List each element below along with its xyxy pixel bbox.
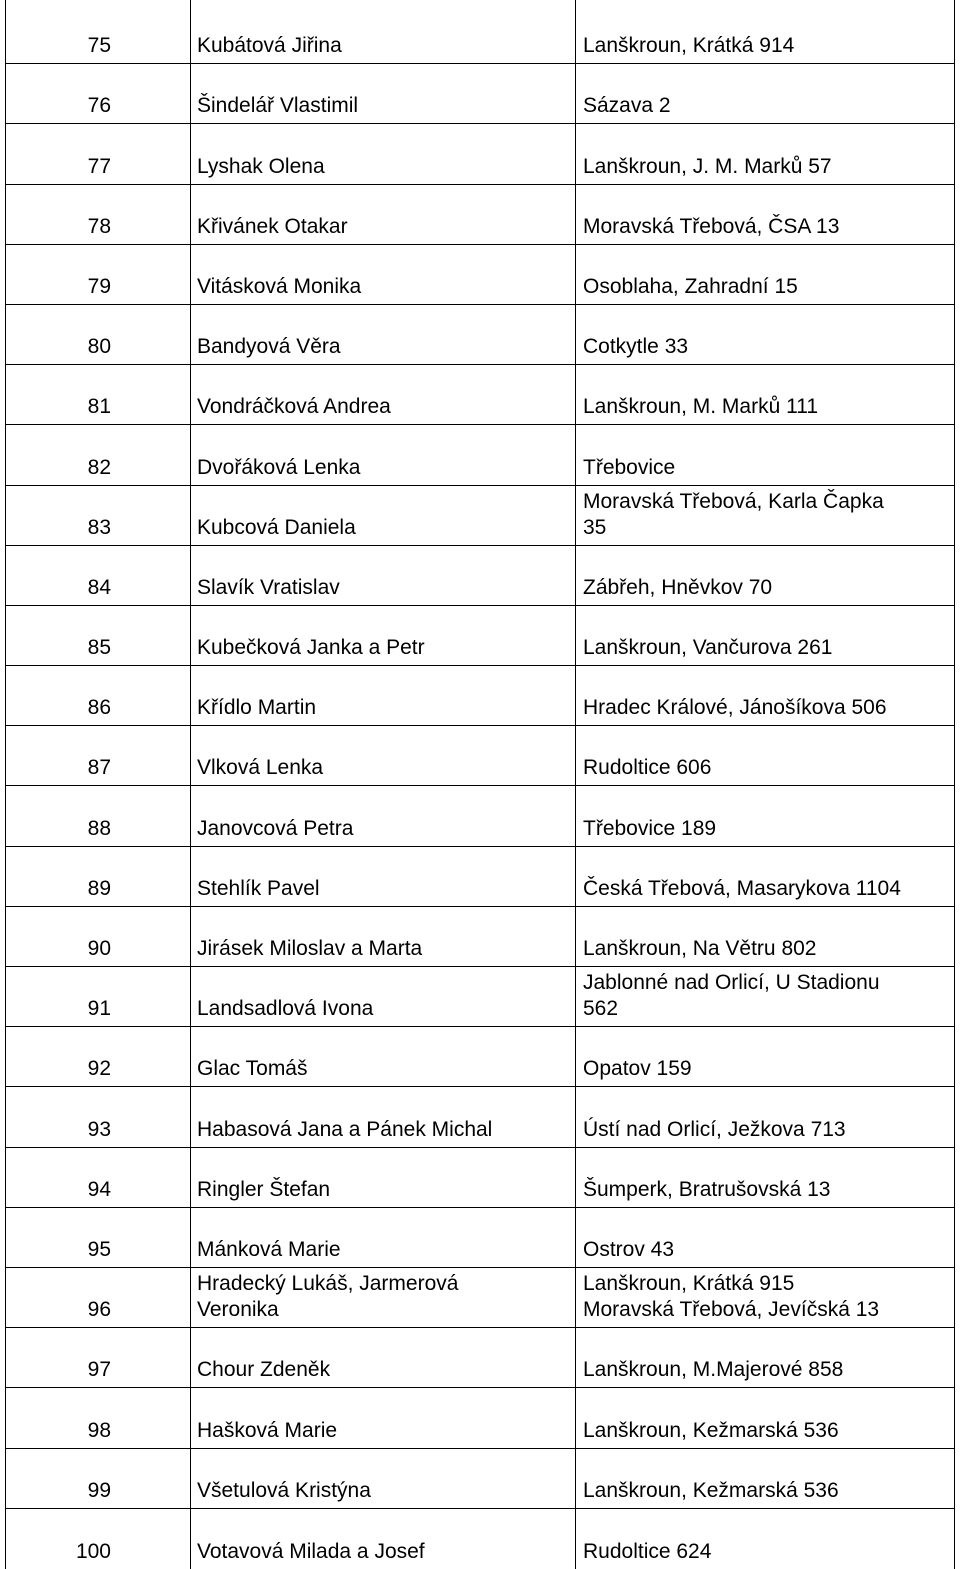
person-address-line: Cotkytle 33 <box>583 335 689 359</box>
table-row <box>5 1509 955 1569</box>
table-row <box>5 1328 955 1388</box>
person-name <box>197 936 422 962</box>
person-address-line: Šumperk, Bratrušovská 13 <box>583 1177 831 1201</box>
person-name <box>197 876 320 902</box>
table-row <box>5 425 955 485</box>
table-row <box>5 1087 955 1147</box>
person-name <box>197 1237 341 1263</box>
person-address-line: Lanškroun, Vančurova 261 <box>583 636 833 660</box>
row-number: 92 <box>87 1057 111 1081</box>
table-row <box>5 64 955 124</box>
person-name-line: Křídlo Martin <box>197 696 317 720</box>
person-address <box>583 876 901 902</box>
person-name-line: Chour Zdeněk <box>197 1358 331 1382</box>
person-name-line: Jirásek Miloslav a Marta <box>197 937 423 960</box>
person-name <box>197 1177 330 1203</box>
person-name-line: Glac Tomáš <box>197 1057 308 1081</box>
table-row <box>5 1027 955 1087</box>
person-name <box>197 635 425 661</box>
person-name-line: Kubcová Daniela <box>197 515 356 539</box>
table-row <box>5 967 955 1027</box>
person-address <box>583 575 772 601</box>
table-row <box>5 726 955 786</box>
person-name <box>197 695 316 721</box>
person-name <box>197 274 361 300</box>
table-row <box>5 486 955 546</box>
row-number: 85 <box>87 636 111 660</box>
row-number: 75 <box>87 34 111 58</box>
person-address-line: Sázava 2 <box>583 94 671 118</box>
person-address <box>583 1357 843 1383</box>
person-name-line: Mánková Marie <box>197 1237 341 1261</box>
table-row <box>5 1449 955 1509</box>
person-address <box>583 816 716 842</box>
person-name-line: Šindelář Vlastimil <box>197 94 359 118</box>
table-row <box>5 1208 955 1268</box>
person-name-line: Habasová Jana a Pánek Michal <box>197 1117 493 1141</box>
table-row <box>5 1268 955 1328</box>
person-name <box>197 93 358 119</box>
person-address-line: Lanškroun, J. M. Marků 57 <box>583 154 832 178</box>
person-name-line: Kubátová Jiřina <box>197 34 342 58</box>
row-number: 91 <box>87 997 111 1021</box>
table-row <box>5 546 955 606</box>
table-row <box>5 185 955 245</box>
person-address <box>583 33 794 59</box>
table-row <box>5 666 955 726</box>
person-address-line: Osoblaha, Zahradní 15 <box>583 274 798 298</box>
person-name-line: Janovcová Petra <box>197 816 354 840</box>
table-row <box>5 606 955 666</box>
person-name <box>197 394 391 420</box>
person-address-line: Moravská Třebová, Karla Čapka <box>583 489 884 513</box>
person-address-line: Lanškroun, M. Marků 111 <box>583 395 818 419</box>
person-address-line: Lanškroun, Kežmarská 536 <box>583 1418 839 1442</box>
row-number: 77 <box>87 154 111 178</box>
person-address <box>583 334 688 360</box>
person-address <box>583 1418 839 1444</box>
person-name <box>197 154 325 180</box>
person-name <box>197 1357 330 1383</box>
person-address-line: Jablonné nad Orlicí, U Stadionu <box>583 971 880 995</box>
table-row <box>5 305 955 365</box>
person-name <box>197 334 341 360</box>
person-address-line: 35 <box>583 515 607 539</box>
person-name-line: Bandyová Věra <box>197 335 341 359</box>
person-name-line: Hašková Marie <box>197 1418 338 1442</box>
row-number: 88 <box>87 816 111 840</box>
person-name <box>197 996 373 1022</box>
person-name-line: Hradecký Lukáš, Jarmerová <box>197 1272 459 1296</box>
person-name-line: Dvořáková Lenka <box>197 455 361 479</box>
row-number: 78 <box>87 214 111 238</box>
person-address <box>583 93 671 119</box>
row-number: 76 <box>87 94 111 118</box>
person-name <box>197 33 342 59</box>
person-address-line: Ostrov 43 <box>583 1237 675 1261</box>
person-address <box>583 394 818 420</box>
person-address-line: Třebovice 189 <box>583 816 717 840</box>
row-number: 95 <box>87 1237 111 1261</box>
person-name <box>197 214 348 240</box>
row-number: 96 <box>87 1298 111 1322</box>
person-name-line: Stehlík Pavel <box>197 876 320 900</box>
person-name <box>197 1418 337 1444</box>
table-row <box>5 847 955 907</box>
person-address-line: Opatov 159 <box>583 1057 692 1081</box>
person-address <box>583 1539 711 1565</box>
row-number: 87 <box>87 756 111 780</box>
person-name-line: Kubečková Janka a Petr <box>197 636 425 660</box>
table-row <box>5 124 955 184</box>
person-address <box>583 455 675 481</box>
row-number: 82 <box>87 455 111 479</box>
person-address <box>583 1478 839 1504</box>
person-address-line: Lanškroun, Krátká 915 <box>583 1272 795 1296</box>
row-number: 79 <box>87 274 111 298</box>
participants-table <box>5 4 955 1569</box>
row-number: 89 <box>87 876 111 900</box>
person-name-line: Ringler Štefan <box>197 1177 331 1201</box>
row-number: 86 <box>87 696 111 720</box>
table-row <box>5 1148 955 1208</box>
person-name <box>197 515 356 541</box>
table-row <box>5 786 955 846</box>
row-number: 83 <box>87 515 111 539</box>
table-row <box>5 907 955 967</box>
person-address-line: Rudoltice 624 <box>583 1539 712 1563</box>
row-number: 90 <box>87 937 111 960</box>
person-name-line: Veronika <box>197 1298 279 1322</box>
person-address <box>583 214 839 240</box>
person-name-line: Křivánek Otakar <box>197 214 348 238</box>
table-row <box>5 1388 955 1448</box>
person-name <box>197 755 323 781</box>
person-address-line: Zábřeh, Hněvkov 70 <box>583 575 773 599</box>
person-address <box>583 695 887 721</box>
person-name-line: Vondráčková Andrea <box>197 395 391 419</box>
person-address <box>583 154 832 180</box>
person-name-line: Votavová Milada a Josef <box>197 1539 425 1563</box>
person-name <box>197 1056 308 1082</box>
row-number: 81 <box>87 395 111 419</box>
row-number: 99 <box>87 1478 111 1502</box>
person-address-line: 562 <box>583 997 619 1021</box>
person-name <box>197 1271 458 1323</box>
person-address <box>583 755 711 781</box>
person-address <box>583 1117 846 1143</box>
person-name-line: Slavík Vratislav <box>197 575 340 599</box>
person-address <box>583 970 880 1022</box>
person-address-line: Lanškroun, Na Větru 802 <box>583 937 817 960</box>
person-address-line: Moravská Třebová, Jevíčská 13 <box>583 1298 880 1322</box>
person-address <box>583 1056 692 1082</box>
person-name <box>197 455 360 481</box>
person-name <box>197 816 353 842</box>
person-name <box>197 1539 425 1565</box>
person-address-line: Rudoltice 606 <box>583 756 712 780</box>
person-address <box>583 489 884 541</box>
row-number: 98 <box>87 1418 111 1442</box>
person-address <box>583 635 832 661</box>
table-row <box>5 365 955 425</box>
person-name-line: Vitásková Monika <box>197 274 362 298</box>
person-name-line: Všetulová Kristýna <box>197 1478 371 1502</box>
person-address-line: Česká Třebová, Masarykova 1104 <box>583 876 901 900</box>
table-row <box>5 4 955 64</box>
person-address <box>583 1177 830 1203</box>
row-number: 94 <box>87 1177 111 1201</box>
person-address-line: Hradec Králové, Jánošíkova 506 <box>583 696 887 720</box>
person-name-line: Landsadlová Ivona <box>197 997 374 1021</box>
person-address <box>583 936 816 962</box>
row-number: 93 <box>87 1117 111 1141</box>
row-number: 100 <box>75 1539 111 1563</box>
person-address-line: Ústí nad Orlicí, Ježkova 713 <box>583 1117 846 1141</box>
person-address-line: Moravská Třebová, ČSA 13 <box>583 214 840 238</box>
person-name <box>197 575 340 601</box>
person-address-line: Lanškroun, Krátká 914 <box>583 34 795 58</box>
person-address-line: Lanškroun, Kežmarská 536 <box>583 1478 839 1502</box>
person-name-line: Vlková Lenka <box>197 756 324 780</box>
person-address-line: Lanškroun, M.Majerové 858 <box>583 1358 844 1382</box>
row-number: 80 <box>87 335 111 359</box>
person-name <box>197 1478 371 1504</box>
row-number: 84 <box>87 575 111 599</box>
table-row <box>5 245 955 305</box>
person-address <box>583 274 798 300</box>
person-address-line: Třebovice <box>583 455 676 479</box>
person-name <box>197 1117 492 1143</box>
person-address <box>583 1237 674 1263</box>
person-name-line: Lyshak Olena <box>197 154 325 178</box>
row-number: 97 <box>87 1358 111 1382</box>
person-address <box>583 1271 879 1323</box>
